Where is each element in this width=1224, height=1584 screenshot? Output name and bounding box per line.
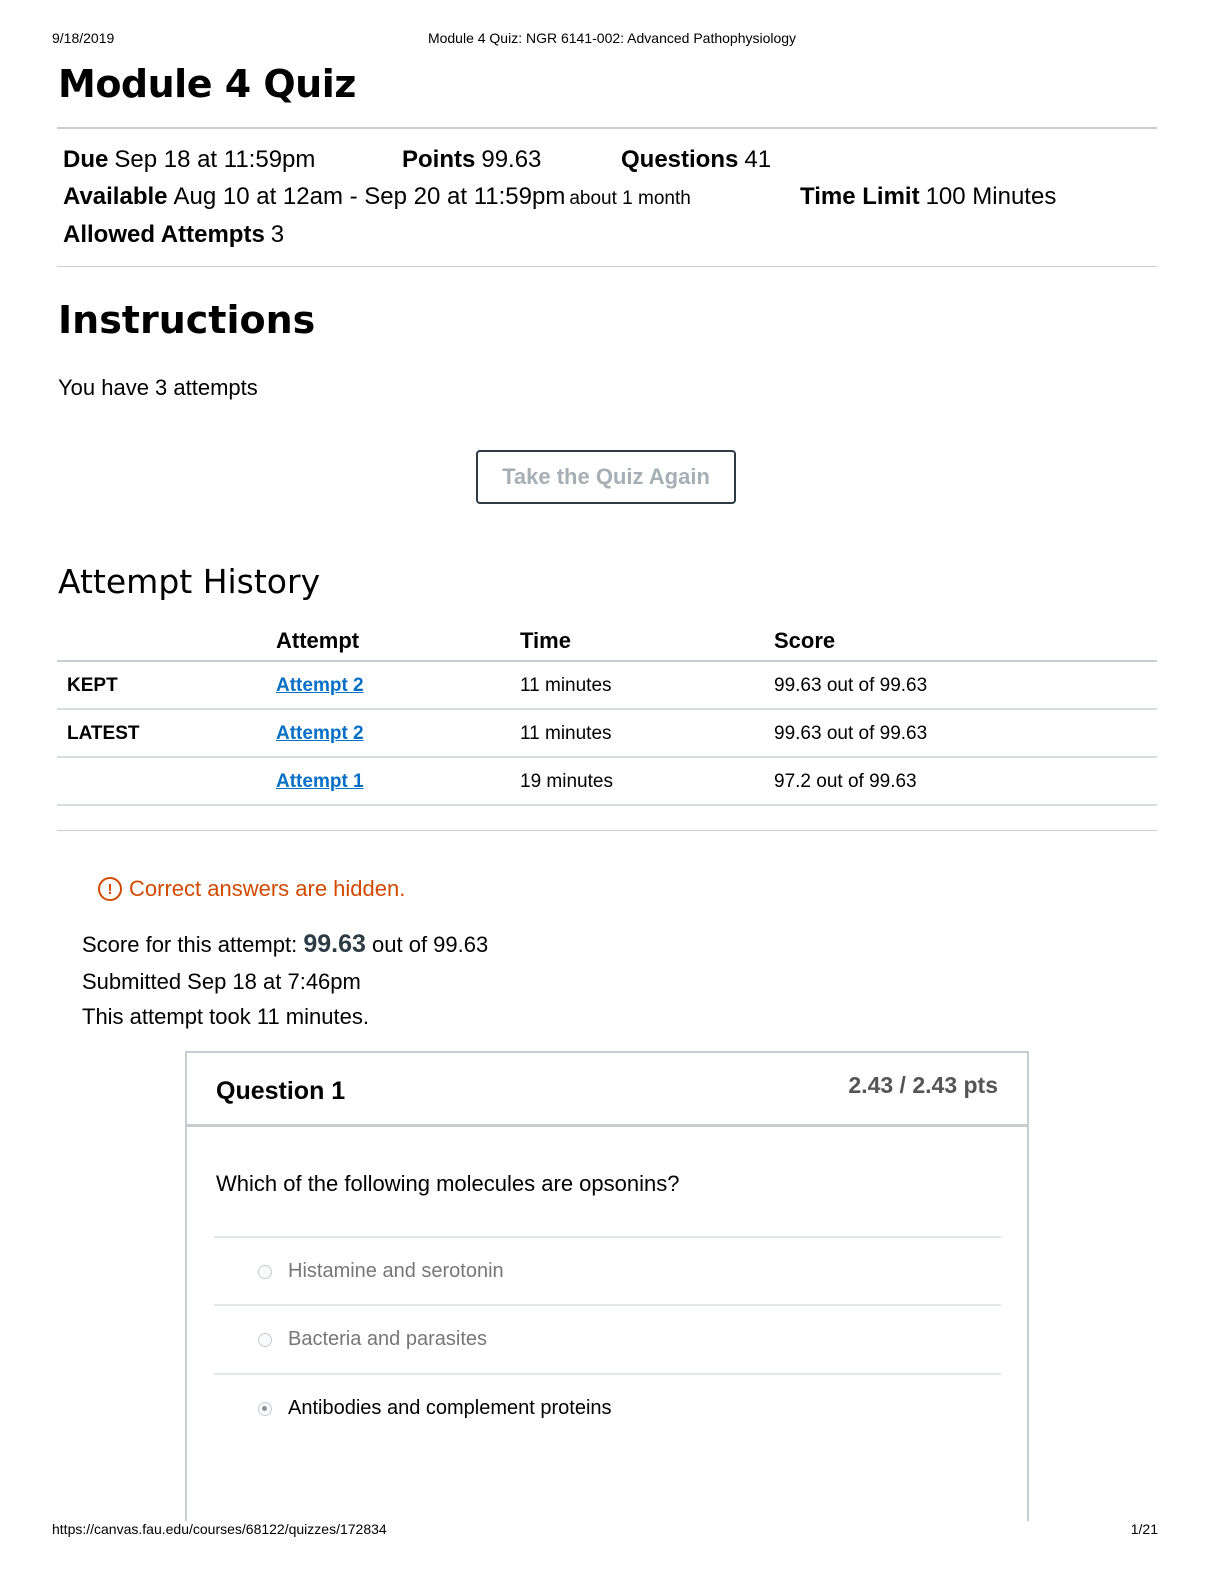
table-row: [57, 662, 1157, 710]
answer-text: Histamine and serotonin: [288, 1260, 504, 1282]
table-header: [57, 620, 1157, 662]
attempt-score: 99.63 out of 99.63: [774, 723, 928, 744]
attempt-time: 11 minutes: [520, 675, 612, 696]
score-suffix: out of 99.63: [372, 932, 489, 957]
answer-divider: [214, 1304, 1001, 1306]
allowed-attempts-label: Allowed Attempts: [63, 221, 265, 248]
points-value: 99.63: [481, 146, 542, 173]
table-row: [57, 710, 1157, 758]
score-prefix: Score for this attempt:: [82, 932, 298, 957]
answer-option[interactable]: [258, 1328, 487, 1351]
question-card: [185, 1051, 1029, 1521]
attempt-link[interactable]: Attempt 2: [276, 675, 364, 696]
attempt-score: 99.63 out of 99.63: [774, 675, 928, 696]
attempt-link[interactable]: Attempt 1: [276, 771, 364, 792]
divider: [57, 830, 1157, 831]
take-quiz-again-button[interactable]: Take the Quiz Again: [476, 450, 736, 504]
instructions-heading: Instructions: [58, 298, 316, 342]
column-header-time: Time: [520, 628, 571, 653]
attempt-score-value: 99.63: [303, 930, 366, 958]
questions-value: 41: [744, 146, 772, 173]
answer-divider: [214, 1373, 1001, 1375]
divider: [57, 127, 1157, 129]
attempt-time: 11 minutes: [520, 723, 612, 744]
allowed-attempts-info: [63, 221, 284, 249]
page-title: Module 4 Quiz: [58, 62, 356, 106]
available-value: Aug 10 at 12am - Sep 20 at 11:59pm: [173, 183, 566, 210]
answer-option-selected[interactable]: [258, 1397, 612, 1420]
time-limit-value: 100 Minutes: [925, 183, 1057, 210]
answer-divider: [214, 1236, 1001, 1238]
points-label: Points: [402, 146, 476, 173]
time-limit-label: Time Limit: [800, 183, 920, 210]
attempt-score-line: [82, 930, 488, 959]
row-label: LATEST: [67, 723, 140, 744]
divider: [57, 266, 1157, 267]
question-text: Which of the following molecules are opsonins?: [216, 1171, 680, 1196]
available-info: [63, 183, 691, 211]
correct-answers-hidden-notice: [98, 876, 405, 902]
notice-text: Correct answers are hidden.: [129, 876, 406, 901]
row-label: KEPT: [67, 675, 118, 696]
attempt-duration: This attempt took 11 minutes.: [82, 1004, 369, 1029]
due-info: [63, 146, 315, 174]
question-header: [187, 1053, 1027, 1127]
instructions-text: You have 3 attempts: [58, 375, 258, 400]
question-title: Question 1: [216, 1077, 346, 1105]
radio-icon[interactable]: [258, 1265, 272, 1279]
warning-circle-icon: !: [98, 877, 122, 901]
due-label: Due: [63, 146, 109, 173]
submitted-time: Submitted Sep 18 at 7:46pm: [82, 969, 361, 994]
attempt-score: 97.2 out of 99.63: [774, 771, 917, 792]
radio-icon[interactable]: [258, 1333, 272, 1347]
allowed-attempts-value: 3: [270, 221, 285, 248]
table-row: [57, 758, 1157, 806]
print-url: https://canvas.fau.edu/courses/68122/quizzes/172834: [52, 1521, 387, 1537]
questions-label: Questions: [621, 146, 739, 173]
attempt-link[interactable]: Attempt 2: [276, 723, 364, 744]
answer-option[interactable]: [258, 1260, 504, 1283]
print-header: [0, 30, 1224, 50]
due-value: Sep 18 at 11:59pm: [114, 146, 316, 173]
questions-info: [621, 146, 771, 174]
column-header-score: Score: [774, 628, 836, 653]
attempt-history-table: [57, 620, 1157, 806]
answer-text: Bacteria and parasites: [288, 1328, 488, 1350]
time-limit-info: [800, 183, 1056, 211]
available-label: Available: [63, 183, 168, 210]
page-number: 1/21: [1130, 1521, 1158, 1537]
print-page-title: Module 4 Quiz: NGR 6141-002: Advanced Pathophysiology: [427, 30, 797, 46]
radio-selected-icon[interactable]: [258, 1402, 272, 1416]
available-duration: about 1 month: [569, 188, 691, 209]
attempt-time: 19 minutes: [520, 771, 613, 792]
question-points: 2.43 / 2.43 pts: [848, 1072, 998, 1098]
print-date: 9/18/2019: [52, 30, 115, 46]
points-info: [402, 146, 541, 174]
answer-text: Antibodies and complement proteins: [288, 1397, 612, 1419]
attempt-history-heading: Attempt History: [58, 562, 321, 601]
column-header-attempt: Attempt: [276, 628, 360, 653]
